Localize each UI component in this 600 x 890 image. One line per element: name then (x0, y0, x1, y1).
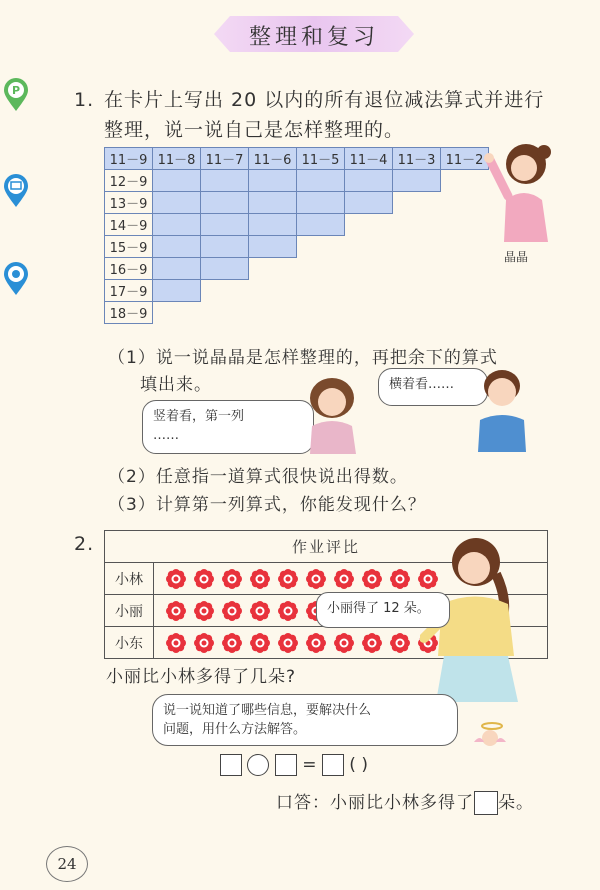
table-title: 作业评比 (105, 531, 548, 563)
row-name: 小东 (105, 627, 154, 659)
answer-box[interactable] (322, 754, 344, 776)
flower-icon (361, 632, 383, 654)
grid-row (105, 214, 489, 236)
grid-blank (345, 170, 393, 192)
grid-blank (201, 236, 249, 258)
grid-row (105, 236, 489, 258)
grid-blank (153, 280, 201, 302)
grid-blank (249, 192, 297, 214)
grid-cell: 11－3 (393, 148, 441, 170)
operator-circle[interactable] (247, 754, 269, 776)
grid-blank (201, 192, 249, 214)
flower-icon (277, 568, 299, 590)
flower-icon (277, 600, 299, 622)
page-number: 24 (46, 846, 88, 882)
girl-name-label: 晶晶 (504, 250, 529, 264)
speech-bubble-vertical: 竖着看，第一列 …… (142, 400, 314, 454)
hand-pin-icon[interactable] (2, 262, 30, 296)
grid-blank (153, 236, 201, 258)
answer-box[interactable] (220, 754, 242, 776)
subtraction-grid (104, 147, 489, 324)
flower-icon (221, 632, 243, 654)
row-name: 小丽 (105, 595, 154, 627)
grid-blank (201, 214, 249, 236)
flower-icon (221, 568, 243, 590)
oral-answer-line: 口答：小丽比小林多得了 朵。 (276, 793, 534, 813)
grid-row (105, 192, 489, 214)
grid-cell: 11－4 (345, 148, 393, 170)
flower-icon (193, 632, 215, 654)
teacher-speech-bubble: 小丽得了 12 朵。 (316, 592, 450, 628)
flower-icon (221, 600, 243, 622)
grid-row (105, 302, 489, 324)
q1-number: 1. (74, 89, 95, 111)
grid-blank (297, 192, 345, 214)
grid-blank (345, 192, 393, 214)
grid-row (105, 170, 489, 192)
grid-cell: 16－9 (105, 258, 153, 280)
grid-cell: 13－9 (105, 192, 153, 214)
answer-box[interactable] (275, 754, 297, 776)
speech-bubble-horizontal: 横着看…… (378, 368, 488, 406)
grid-row (105, 280, 489, 302)
grid-blank (249, 236, 297, 258)
grid-blank (297, 214, 345, 236)
angel-icon (470, 720, 510, 756)
grid-blank (153, 170, 201, 192)
grid-blank (297, 170, 345, 192)
grid-blank (153, 192, 201, 214)
grid-cell: 11－2 (441, 148, 489, 170)
grid-blank (201, 258, 249, 280)
flower-icon (165, 600, 187, 622)
flower-icon (333, 632, 355, 654)
q2-number: 2. (74, 533, 95, 555)
grid-blank (201, 170, 249, 192)
grid-blank (393, 170, 441, 192)
row-name: 小林 (105, 563, 154, 595)
svg-text:P: P (11, 84, 21, 97)
boy-illustration (472, 366, 532, 454)
grid-cell: 11－9 (105, 148, 153, 170)
p-pin-icon[interactable] (2, 78, 30, 112)
q1-sub1-line1: （1）说一说晶晶是怎样整理的，再把余下的算式 (108, 348, 498, 368)
flower-icon (389, 568, 411, 590)
flower-icon (305, 568, 327, 590)
grid-row (105, 258, 489, 280)
grid-blank (249, 170, 297, 192)
q1-sub1-line2: 填出来。 (140, 375, 212, 395)
grid-cell: 11－6 (249, 148, 297, 170)
q2-question: 小丽比小林多得了几朵? (106, 667, 297, 687)
equation-template: = ( ) (220, 754, 368, 776)
flower-icon (305, 632, 327, 654)
flower-icon (165, 568, 187, 590)
grid-cell: 14－9 (105, 214, 153, 236)
flower-icon (193, 600, 215, 622)
grid-cell: 11－7 (201, 148, 249, 170)
flower-icon (165, 632, 187, 654)
q1-text-line2: 整理，说一说自己是怎样整理的。 (104, 119, 405, 141)
hint-bubble: 说一说知道了哪些信息，要解决什么 问题，用什么方法解答。 (152, 694, 458, 746)
grid-cell: 11－8 (153, 148, 201, 170)
grid-blank (249, 214, 297, 236)
grid-cell: 11－5 (297, 148, 345, 170)
flower-icon (249, 632, 271, 654)
q1-text-line1: 在卡片上写出 20 以内的所有退位减法算式并进行 (104, 89, 545, 111)
grid-row (105, 148, 489, 170)
grid-cell: 15－9 (105, 236, 153, 258)
q1-sub3: （3）计算第一列算式，你能发现什么？ (108, 495, 426, 515)
flower-icon (277, 632, 299, 654)
flower-icon (193, 568, 215, 590)
flower-icon (333, 568, 355, 590)
answer-box[interactable] (474, 791, 498, 815)
grid-cell: 17－9 (105, 280, 153, 302)
chapter-title: 整理和复习 (214, 14, 414, 54)
girl-illustration (302, 376, 364, 456)
grid-cell: 12－9 (105, 170, 153, 192)
grid-blank (153, 214, 201, 236)
screen-pin-icon[interactable] (2, 174, 30, 208)
grid-blank (153, 258, 201, 280)
flower-icon (361, 568, 383, 590)
flower-icon (249, 568, 271, 590)
grid-cell: 18－9 (105, 302, 153, 324)
q1-sub2: （2）任意指一道算式很快说出得数。 (108, 467, 408, 487)
flower-icon (249, 600, 271, 622)
girl-jingjing-illustration (482, 138, 562, 250)
flower-icon (389, 632, 411, 654)
